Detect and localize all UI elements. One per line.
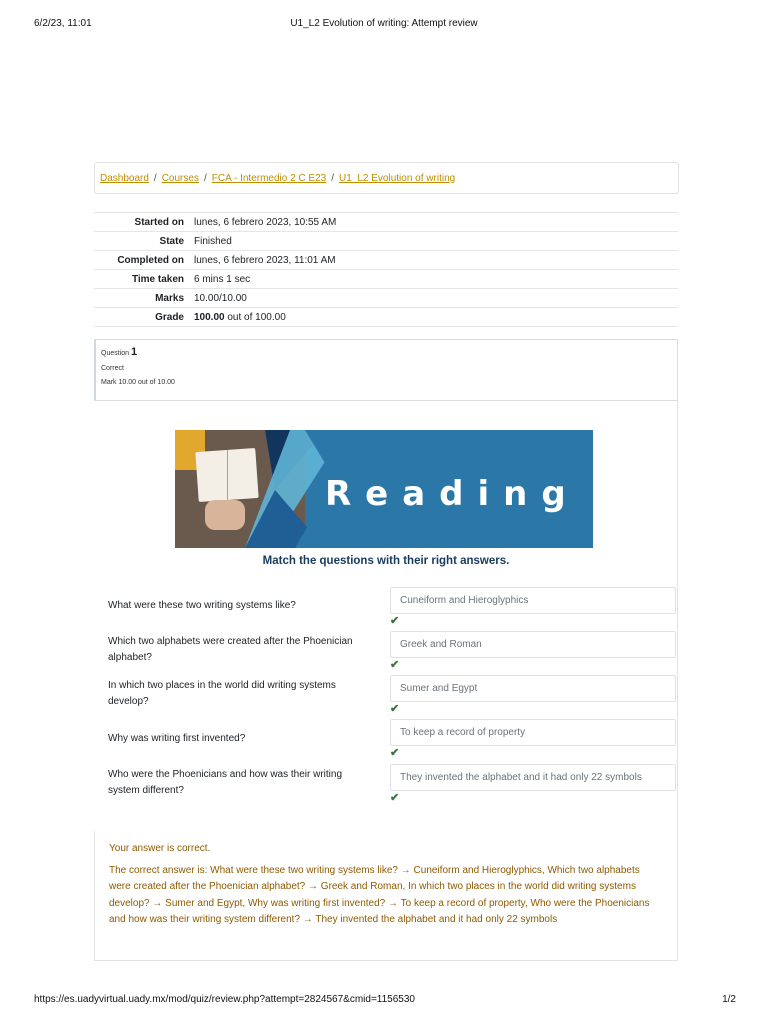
question-info <box>94 339 678 401</box>
match-question: What were these two writing systems like? <box>108 600 296 611</box>
summary-label: Completed on <box>117 254 184 266</box>
feedback-right: Your answer is correct. <box>109 843 211 854</box>
summary-value: 10.00/10.00 <box>194 292 247 304</box>
breadcrumb-quiz[interactable]: U1_L2 Evolution of writing <box>339 172 456 184</box>
question-content <box>94 401 678 831</box>
correct-check-icon: ✔ <box>390 659 400 671</box>
question-state: Correct <box>101 365 124 372</box>
print-header <box>0 18 768 32</box>
summary-value: 6 mins 1 sec <box>194 273 251 285</box>
breadcrumb-separator: / <box>331 172 335 184</box>
print-footer <box>0 994 768 1008</box>
summary-label: Started on <box>134 216 184 228</box>
question-mark: Mark 10.00 out of 10.00 <box>101 379 175 386</box>
summary-row-completed <box>94 251 678 270</box>
correct-check-icon: ✔ <box>390 703 400 715</box>
match-answer-select[interactable]: They invented the alphabet and it had only 22 symbols <box>390 764 676 791</box>
print-page-title: U1_L2 Evolution of writing: Attempt review <box>290 18 478 29</box>
print-url: https://es.uadyvirtual.uady.mx/mod/quiz/review.php?attempt=2824567&cmid=1156530 <box>34 994 415 1005</box>
summary-row-started <box>94 213 678 232</box>
correct-check-icon: ✔ <box>390 792 400 804</box>
match-question: Why was writing first invented? <box>108 733 246 744</box>
match-answer-select[interactable]: Cuneiform and Hieroglyphics <box>390 587 676 614</box>
correct-check-icon: ✔ <box>390 747 400 759</box>
summary-value: lunes, 6 febrero 2023, 10:55 AM <box>194 216 337 228</box>
match-answer-select[interactable]: Greek and Roman <box>390 631 676 658</box>
question-feedback <box>94 831 678 961</box>
summary-value: Finished <box>194 235 232 247</box>
question-number <box>101 346 672 358</box>
breadcrumb-separator: / <box>153 172 157 184</box>
banner-word: Reading <box>325 474 580 514</box>
summary-label: Marks <box>155 292 184 304</box>
match-question: Which two alphabets were created after the Phoenician alphabet? <box>108 636 353 663</box>
summary-value <box>194 312 286 323</box>
summary-row-marks <box>94 289 678 308</box>
breadcrumb-course[interactable]: FCA - Intermedio 2 C E23 <box>211 172 327 184</box>
reading-banner-image <box>175 430 593 548</box>
breadcrumb-separator: / <box>203 172 207 184</box>
summary-row-state <box>94 232 678 251</box>
correct-check-icon: ✔ <box>390 615 400 627</box>
match-question: Who were the Phoenicians and how was their writing system different? <box>108 769 343 796</box>
breadcrumb-courses[interactable]: Courses <box>161 172 199 184</box>
question-number-value: 1 <box>130 346 138 358</box>
match-answer-select[interactable]: Sumer and Egypt <box>390 675 676 702</box>
grade-out-of: out of 100.00 <box>224 311 286 323</box>
summary-label: Grade <box>155 311 184 323</box>
match-answer-select[interactable]: To keep a record of property <box>390 719 676 746</box>
print-date: 6/2/23, 11:01 <box>34 18 92 29</box>
grade-value: 100.00 <box>194 311 225 323</box>
summary-label: State <box>159 235 184 247</box>
feedback-correct-answer: The correct answer is: What were these two writing systems like? → Cuneiform and Hieroglyphics, Which two alphabets were created after the Phoenician alphabet? → Greek and Roman, In which two places in the world did writing systems develop? → Sumer and Egypt, Why was writing first invented? → To keep a record of property, Who were the Phoenicians and how was their writing system different? → They invented the alphabet and it had only 22 symbols <box>109 864 650 925</box>
summary-value: lunes, 6 febrero 2023, 11:01 AM <box>194 254 336 266</box>
question-prefix: Question <box>101 350 131 357</box>
summary-row-time <box>94 270 678 289</box>
summary-row-grade <box>94 308 678 327</box>
instruction-text: Match the questions with their right answers. <box>262 555 510 567</box>
summary-label: Time taken <box>131 273 184 285</box>
print-page-number: 1/2 <box>722 994 736 1005</box>
attempt-summary-table <box>94 212 678 327</box>
breadcrumb <box>94 162 679 194</box>
breadcrumb-dashboard[interactable]: Dashboard <box>100 172 149 184</box>
match-question: In which two places in the world did writing systems develop? <box>108 680 336 707</box>
